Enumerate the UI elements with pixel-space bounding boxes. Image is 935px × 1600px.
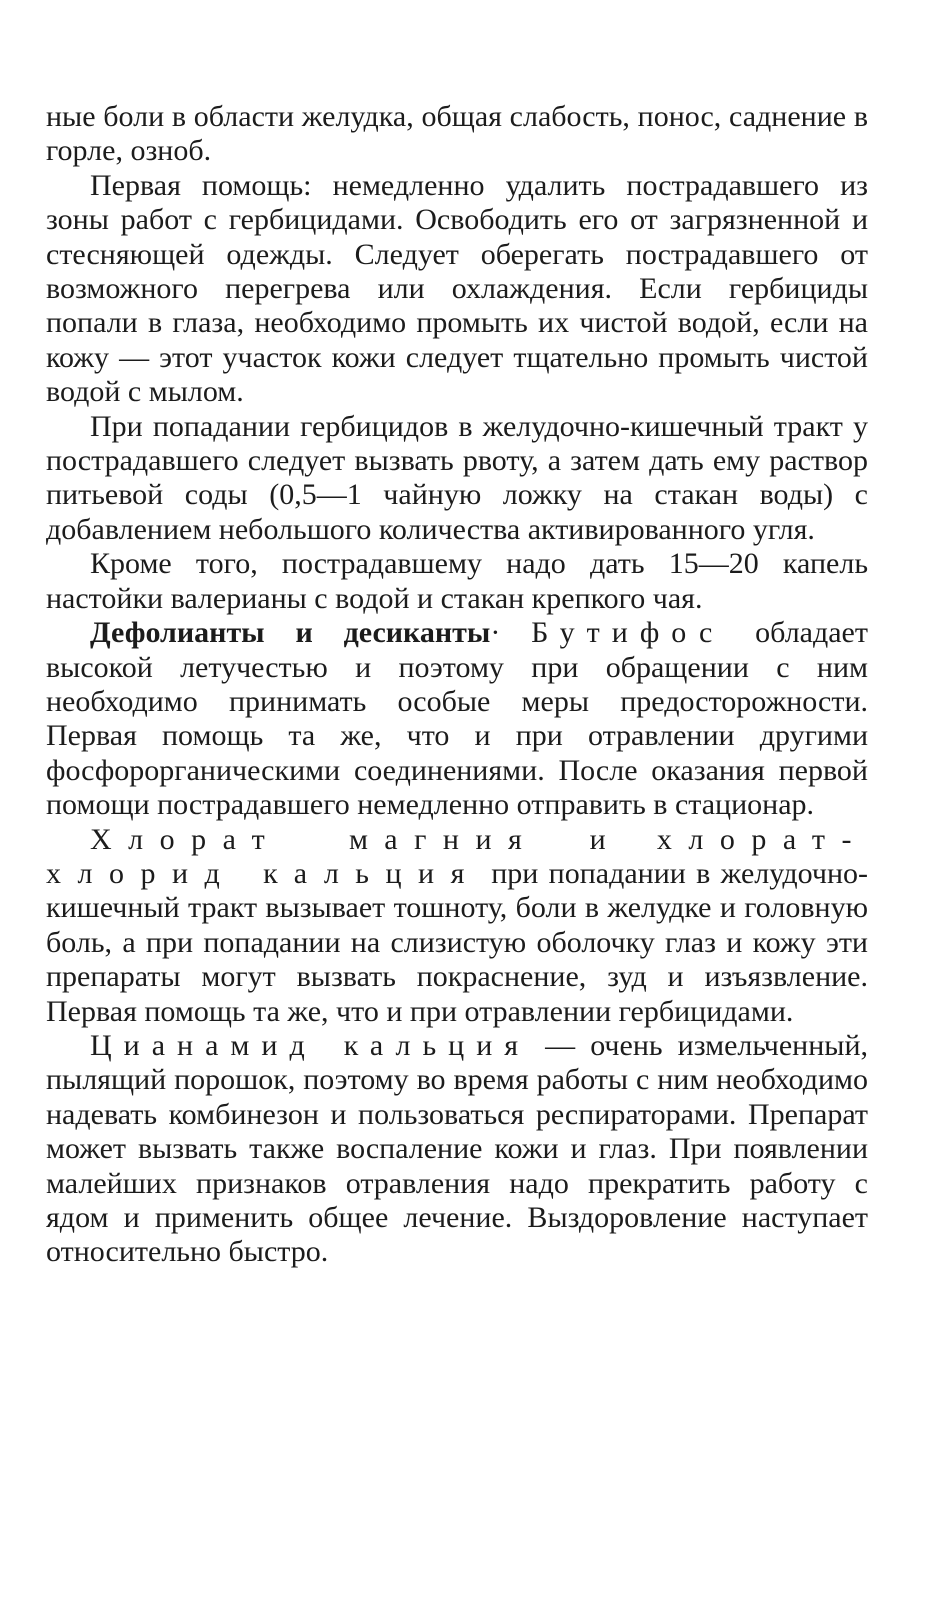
paragraph-ingestion: При попадании гербицидов в желудочно-кишечный тракт у пострадавшего следует вызвать рвоту, а затем дать ему раствор питьевой соды (0,5—1 чайную ложку на стакан воды) с добавлением небольшого количества активированного угля. — [46, 409, 868, 546]
paragraph-chlorates-text: при попадании в желудочно-кишечный тракт вызывает тошноту, боли в желудке и головную боль, а при попадании на слизистую оболочку глаз и кожу эти препараты могут вызвать покраснение, зуд и изъязвление. Первая помощь та же, что и при отравлении гербицидами. — [46, 856, 868, 1028]
conjunction: и — [538, 822, 657, 856]
paragraph-cyanamide — [46, 1029, 868, 1270]
term-magnesium-chlorate: Хлорат магния — [90, 822, 539, 856]
paragraph-defoliants-text: обладает высокой летучестью и поэтому при обращении с ним необходимо принимать особые меры предосторожности. Первая помощь та же, что и при отравлении другими фосфорорганическими соединениями. После оказания первой помощи пострадавшего немедленно отправить в стационар. — [46, 616, 868, 822]
paragraph-cyanamide-text: — очень измельченный, пылящий порошок, поэтому во время работы с ним необходимо надевать комбинезон и пользоваться респираторами. Препарат может вызвать также воспаление кожи и глаз. При появлении малейших признаков отравления надо прекратить работу с ядом и применить общее лечение. Выздоровление наступает относительно быстро. — [46, 1028, 869, 1269]
term-butifos: Бутифос — [531, 616, 725, 650]
paragraph-chlorates — [46, 823, 868, 1029]
paragraph-valerian: Кроме того, пострадавшему надо дать 15—20 капель настойки валерианы с водой и стакан крепкого чая. — [46, 547, 868, 615]
term-calcium-chlorate-chloride: хлорат-хлорид кальция — [46, 822, 869, 890]
paragraph-first-aid: Первая помощь: немедленно удалить пострадавшего из зоны работ с гербицидами. Освободить его от загрязненной и стесняющей одежды. Следует оберегать пострадавшего от возможного перегрева или охлаждения. Если гербициды попали в глаза, необходимо промыть их чистой водой, если на кожу — этот участок кожи следует тщательно промыть чистой водой с мылом. — [46, 168, 868, 409]
paragraph-defoliants: Дефолианты и десиканты· Бутифос обладает высокой летучестью и поэтому при обращении с ним необходимо принимать особые меры предосторожности. Первая помощь та же, что и при отравлении другими фосфорорганическими соединениями. После оказания первой помощи пострадавшего немедленно отправить в стационар. — [46, 616, 868, 822]
page-body — [46, 100, 868, 1270]
paragraph-continuation: ные боли в области желудка, общая слабость, понос, саднение в горле, озноб. — [46, 100, 868, 168]
term-calcium-cyanamide: Цианамид кальция — [90, 1028, 531, 1062]
section-heading-defoliants: Дефолианты и десиканты — [90, 616, 491, 650]
